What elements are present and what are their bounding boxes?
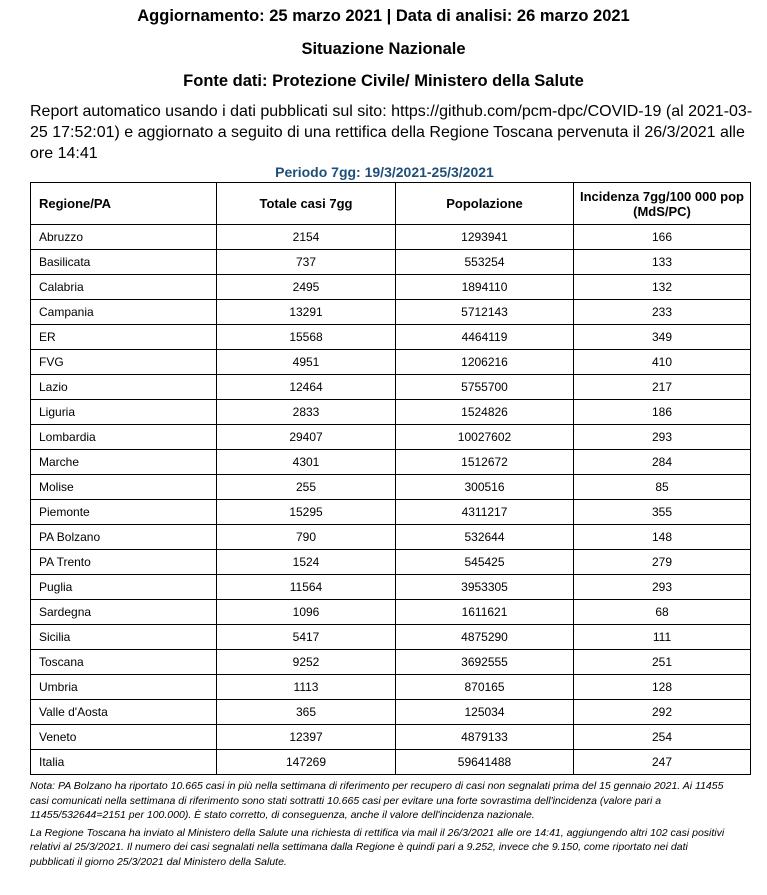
- cell-population: 870165: [396, 675, 574, 700]
- cell-population: 553254: [396, 250, 574, 275]
- cell-total-cases: 29407: [217, 425, 396, 450]
- cell-population: 3692555: [396, 650, 574, 675]
- note-bolzano: Nota: PA Bolzano ha riportato 10.665 casi in più nella settimana di riferimento per recupero di casi non segnalati prima del 15 gennaio 2021. Ai 11455 casi comunicati nella settimana di riferimento sono stati sottratti 10.665 casi per evitare una forte sovrastima dell'incidenza (valore pari a 11455/532644=2151 per 100.000). È stato corretto, di conseguenza, anche il valore dell'incidenza nazionale.: [30, 780, 724, 821]
- cell-incidence: 251: [574, 650, 751, 675]
- cell-region: FVG: [31, 350, 217, 375]
- cell-region: PA Trento: [31, 550, 217, 575]
- cell-total-cases: 365: [217, 700, 396, 725]
- table-row: [31, 525, 751, 550]
- cell-total-cases: 737: [217, 250, 396, 275]
- table-row: [31, 650, 751, 675]
- cell-incidence: 132: [574, 275, 751, 300]
- cell-population: 4875290: [396, 625, 574, 650]
- cell-region: Veneto: [31, 725, 217, 750]
- cell-incidence: 355: [574, 500, 751, 525]
- cell-region: Calabria: [31, 275, 217, 300]
- cell-total-cases: 4951: [217, 350, 396, 375]
- cell-population: 3953305: [396, 575, 574, 600]
- cell-region: Molise: [31, 475, 217, 500]
- cell-total-cases: 255: [217, 475, 396, 500]
- table-row: [31, 250, 751, 275]
- table-row: [31, 600, 751, 625]
- incidence-table: [30, 182, 751, 775]
- cell-incidence: 233: [574, 300, 751, 325]
- cell-population: 4311217: [396, 500, 574, 525]
- cell-region: Marche: [31, 450, 217, 475]
- cell-incidence: 247: [574, 750, 751, 775]
- cell-region: Italia: [31, 750, 217, 775]
- cell-population: 5712143: [396, 300, 574, 325]
- cell-population: 5755700: [396, 375, 574, 400]
- cell-incidence: 292: [574, 700, 751, 725]
- cell-region: PA Bolzano: [31, 525, 217, 550]
- cell-population: 4464119: [396, 325, 574, 350]
- cell-region: Sicilia: [31, 625, 217, 650]
- column-header-region: Regione/PA: [31, 183, 217, 225]
- table-row: [31, 375, 751, 400]
- table-row: [31, 275, 751, 300]
- cell-total-cases: 12464: [217, 375, 396, 400]
- cell-region: Umbria: [31, 675, 217, 700]
- cell-region: Liguria: [31, 400, 217, 425]
- cell-total-cases: 1096: [217, 600, 396, 625]
- note-toscana: La Regione Toscana ha inviato al Ministero della Salute una richiesta di rettifica via mail il 26/3/2021 alle ore 14:41, aggiungendo altri 102 casi positivi relativi al 25/3/2021. Il numero dei casi segnalati nella settimana dalla Regione è quindi pari a 9.252, invece che 9.150, come riportato nei dati pubblicati il giorno 25/3/2021 dal Ministero della Salute.: [30, 826, 725, 868]
- column-header-population: Popolazione: [396, 183, 574, 225]
- cell-total-cases: 1524: [217, 550, 396, 575]
- cell-region: Toscana: [31, 650, 217, 675]
- data-source-heading: Fonte dati: Protezione Civile/ Ministero della Salute: [183, 72, 584, 90]
- cell-total-cases: 11564: [217, 575, 396, 600]
- table-row: [31, 325, 751, 350]
- cell-region: Puglia: [31, 575, 217, 600]
- table-row: [31, 750, 751, 775]
- cell-total-cases: 4301: [217, 450, 396, 475]
- cell-population: 59641488: [396, 750, 574, 775]
- cell-population: 10027602: [396, 425, 574, 450]
- cell-incidence: 68: [574, 600, 751, 625]
- cell-population: 300516: [396, 475, 574, 500]
- cell-region: Sardegna: [31, 600, 217, 625]
- period-label: Periodo 7gg: 19/3/2021-25/3/2021: [275, 164, 494, 180]
- cell-total-cases: 13291: [217, 300, 396, 325]
- table-row: [31, 450, 751, 475]
- cell-population: 1894110: [396, 275, 574, 300]
- cell-total-cases: 15295: [217, 500, 396, 525]
- cell-incidence: 217: [574, 375, 751, 400]
- cell-incidence: 279: [574, 550, 751, 575]
- cell-incidence: 284: [574, 450, 751, 475]
- cell-incidence: 349: [574, 325, 751, 350]
- notes-section: [30, 779, 730, 872]
- cell-population: 532644: [396, 525, 574, 550]
- cell-region: Piemonte: [31, 500, 217, 525]
- cell-incidence: 148: [574, 525, 751, 550]
- update-heading: Aggiornamento: 25 marzo 2021 | Data di analisi: 26 marzo 2021: [137, 7, 630, 25]
- cell-population: 4879133: [396, 725, 574, 750]
- table-row: [31, 400, 751, 425]
- cell-region: Valle d'Aosta: [31, 700, 217, 725]
- column-header-incidence: Incidenza 7gg/100 000 pop (MdS/PC): [574, 183, 751, 225]
- table-row: [31, 575, 751, 600]
- cell-population: 1524826: [396, 400, 574, 425]
- cell-region: Abruzzo: [31, 225, 217, 250]
- cell-total-cases: 15568: [217, 325, 396, 350]
- cell-population: 1611621: [396, 600, 574, 625]
- cell-population: 125034: [396, 700, 574, 725]
- table-row: [31, 700, 751, 725]
- cell-region: ER: [31, 325, 217, 350]
- cell-incidence: 293: [574, 425, 751, 450]
- cell-total-cases: 2833: [217, 400, 396, 425]
- cell-total-cases: 147269: [217, 750, 396, 775]
- table-row: [31, 500, 751, 525]
- cell-region: Lazio: [31, 375, 217, 400]
- table-header-row: [31, 183, 751, 225]
- cell-total-cases: 2154: [217, 225, 396, 250]
- cell-population: 545425: [396, 550, 574, 575]
- cell-region: Basilicata: [31, 250, 217, 275]
- cell-total-cases: 1113: [217, 675, 396, 700]
- table-row: [31, 675, 751, 700]
- table-row: [31, 350, 751, 375]
- table-row: [31, 425, 751, 450]
- table-row: [31, 475, 751, 500]
- cell-total-cases: 9252: [217, 650, 396, 675]
- table-row: [31, 625, 751, 650]
- cell-region: Lombardia: [31, 425, 217, 450]
- cell-population: 1206216: [396, 350, 574, 375]
- cell-incidence: 85: [574, 475, 751, 500]
- table-body: [31, 225, 751, 775]
- cell-incidence: 410: [574, 350, 751, 375]
- table-row: [31, 225, 751, 250]
- report-description: Report automatico usando i dati pubblicati sul sito: https://github.com/pcm-dpc/COVID-19 (al 2021-03-25 17:52:01) e aggiornato a seguito di una rettifica della Regione Toscana pervenuta il 26/3/2021 alle ore 14:41: [30, 103, 753, 162]
- cell-region: Campania: [31, 300, 217, 325]
- cell-incidence: 111: [574, 625, 751, 650]
- table-row: [31, 300, 751, 325]
- column-header-cases: Totale casi 7gg: [217, 183, 396, 225]
- cell-incidence: 293: [574, 575, 751, 600]
- cell-population: 1512672: [396, 450, 574, 475]
- cell-total-cases: 790: [217, 525, 396, 550]
- cell-total-cases: 12397: [217, 725, 396, 750]
- cell-incidence: 186: [574, 400, 751, 425]
- cell-incidence: 133: [574, 250, 751, 275]
- cell-incidence: 128: [574, 675, 751, 700]
- cell-incidence: 166: [574, 225, 751, 250]
- table-row: [31, 725, 751, 750]
- cell-incidence: 254: [574, 725, 751, 750]
- section-title: Situazione Nazionale: [301, 40, 466, 58]
- cell-population: 1293941: [396, 225, 574, 250]
- table-row: [31, 550, 751, 575]
- cell-total-cases: 2495: [217, 275, 396, 300]
- cell-total-cases: 5417: [217, 625, 396, 650]
